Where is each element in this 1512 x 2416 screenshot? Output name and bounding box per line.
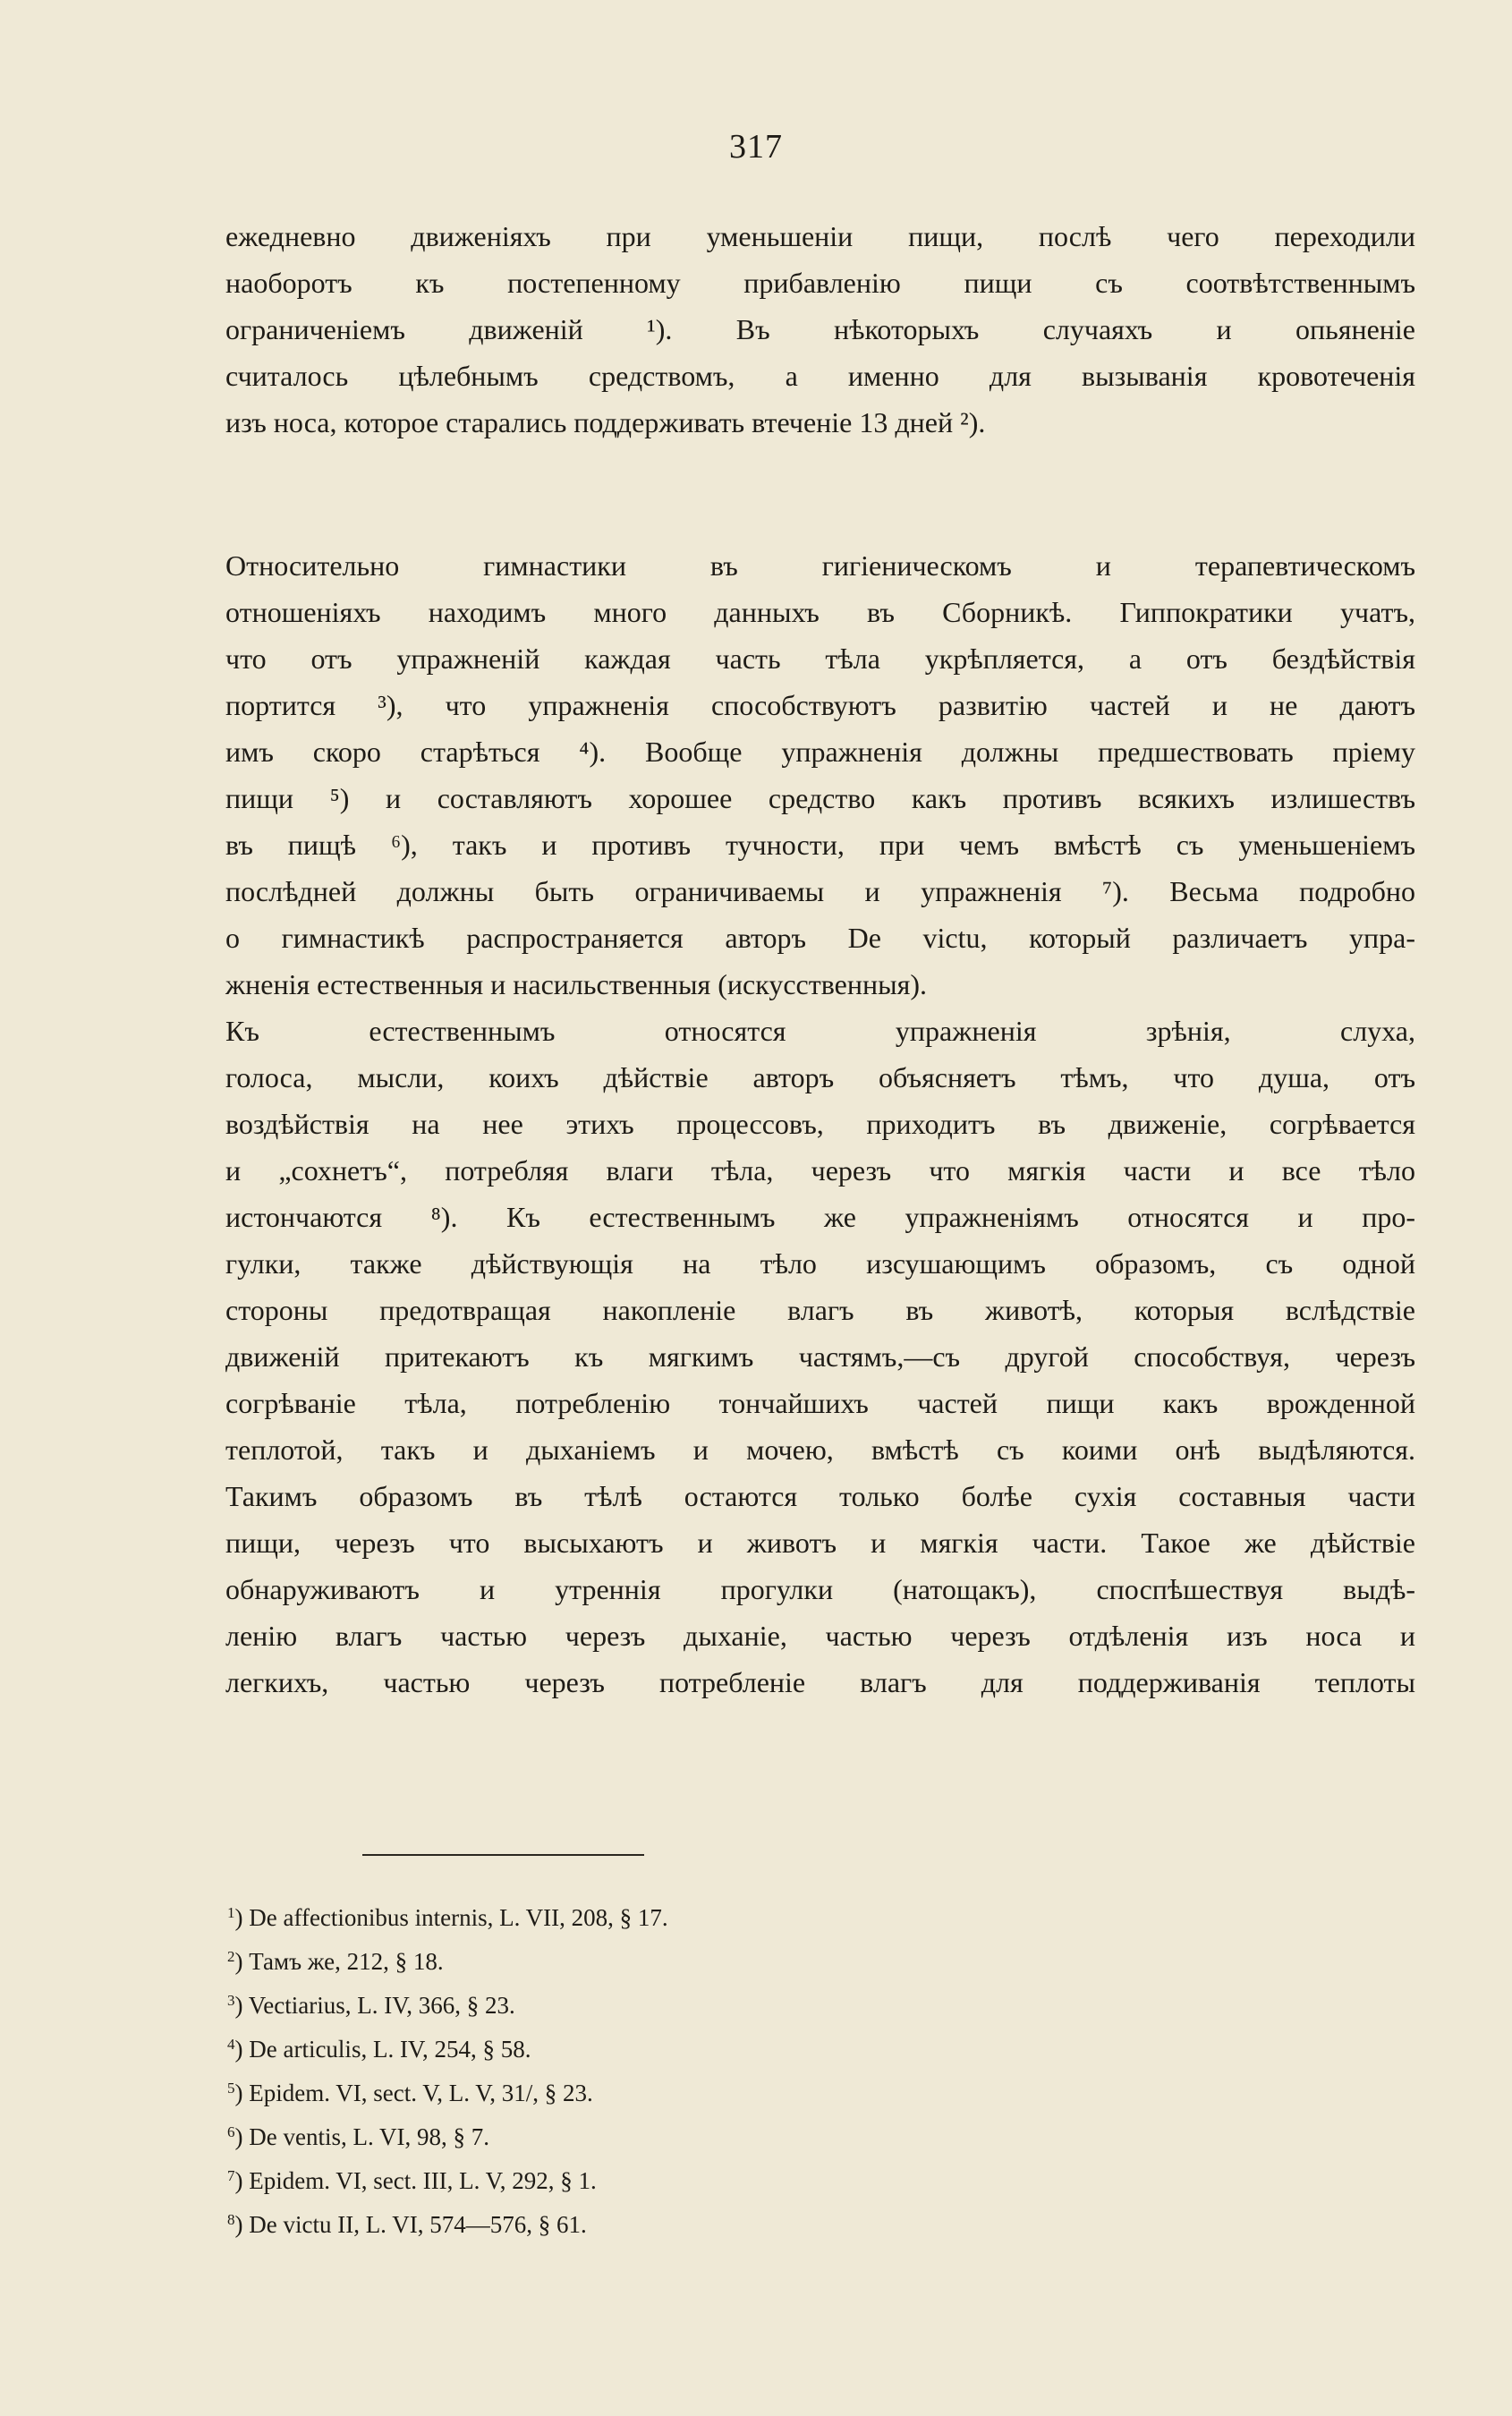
footnote-text: ) De affectionibus internis, L. VII, 208, § 17.	[234, 1904, 668, 1931]
text-line: считалось цѣлебнымъ средствомъ, а именно для вызыванія кровотеченія	[225, 360, 1415, 392]
text-line: обнаруживаютъ и утреннія прогулки (натощакъ), споспѣшествуя выдѣ-	[225, 1573, 1415, 1605]
text-line: теплотой, такъ и дыханіемъ и мочею, вмѣстѣ съ коими онѣ выдѣляются.	[225, 1433, 1415, 1466]
text-line: ограниченіемъ движеній ¹). Въ нѣкоторыхъ случаяхъ и опьяненіе	[225, 313, 1415, 345]
text-line: пищи, черезъ что высыхаютъ и животъ и мягкія части. Такое же дѣйствіе	[225, 1527, 1415, 1559]
footnote-text: ) Epidem. VI, sect. V, L. V, 31/, § 23.	[234, 2080, 593, 2106]
text-line: пищи ⁵) и составляютъ хорошее средство какъ противъ всякихъ излишествъ	[225, 782, 1415, 814]
footnote-divider	[362, 1854, 644, 1856]
footnote-mark: 3	[227, 1992, 235, 2009]
text-line: изъ носа, которое старались поддерживать втеченіе 13 дней ²).	[225, 406, 986, 438]
text-line: Къ естественнымъ относятся упражненія зрѣнія, слуха,	[225, 1015, 1415, 1047]
footnote	[227, 2069, 1122, 2113]
text-line: отношеніяхъ находимъ много данныхъ въ Сборникѣ. Гиппократики учатъ,	[225, 596, 1415, 628]
footnote-mark: 2	[227, 1948, 235, 1965]
footnote-text: ) De ventis, L. VI, 98, § 7.	[234, 2123, 489, 2150]
footnote	[227, 2113, 1122, 2157]
footnote	[227, 2157, 1122, 2200]
paragraph-1	[225, 213, 1415, 446]
text-line: портится ³), что упражненія способствуютъ развитію частей и не даютъ	[225, 689, 1415, 721]
footnote	[227, 2200, 1122, 2244]
footnote-text: ) Тамъ же, 212, § 18.	[234, 1948, 444, 1975]
text-line: послѣдней должны быть ограничиваемы и упражненія ⁷). Весьма подробно	[225, 875, 1415, 907]
text-line: Такимъ образомъ въ тѣлѣ остаются только болѣе сухія составныя части	[225, 1480, 1415, 1512]
text-line: истончаются ⁸). Къ естественнымъ же упражненіямъ относятся и про-	[225, 1201, 1415, 1233]
text-line: имъ скоро старѣться ⁴). Вообще упражненія должны предшествовать пріему	[225, 736, 1415, 768]
text-line: что отъ упражненій каждая часть тѣла укрѣпляется, а отъ бездѣйствія	[225, 642, 1415, 675]
footnote-text: ) De victu II, L. VI, 574—576, § 61.	[234, 2211, 587, 2238]
text-line: стороны предотвращая накопленіе влагъ въ животѣ, которыя вслѣдствіе	[225, 1294, 1415, 1326]
text-line: и „сохнетъ“, потребляя влаги тѣла, черезъ что мягкія части и все тѣло	[225, 1154, 1415, 1187]
page-number: 317	[729, 128, 783, 166]
text-line: движеній притекаютъ къ мягкимъ частямъ,—съ другой способствуя, черезъ	[225, 1340, 1415, 1373]
footnote-mark: 7	[227, 2167, 235, 2184]
text-line: наоборотъ къ постепенному прибавленію пищи съ соотвѣтственнымъ	[225, 267, 1415, 299]
text-line: ленію влагъ частью черезъ дыханіе, частью черезъ отдѣленія изъ носа и	[225, 1620, 1415, 1652]
footnote	[227, 1981, 1122, 2025]
footnote-text: ) Vectiarius, L. IV, 366, § 23.	[234, 1992, 515, 2019]
paragraph-2	[225, 542, 1415, 1706]
footnote-mark: 8	[227, 2211, 235, 2228]
text-line: голоса, мысли, коихъ дѣйствіе авторъ объясняетъ тѣмъ, что душа, отъ	[225, 1061, 1415, 1093]
text-line: гулки, также дѣйствующія на тѣло изсушающимъ образомъ, съ одной	[225, 1247, 1415, 1280]
text-line: воздѣйствія на нее этихъ процессовъ, приходитъ въ движеніе, согрѣвается	[225, 1108, 1415, 1140]
text-line: легкихъ, частью черезъ потребленіе влагъ для поддерживанія теплоты	[225, 1666, 1415, 1698]
footnote	[227, 2025, 1122, 2069]
footnote-mark: 1	[227, 1904, 235, 1921]
footnote-text: ) De articulis, L. IV, 254, § 58.	[234, 2036, 531, 2063]
text-line: жненія естественныя и насильственныя (искусственныя).	[225, 968, 927, 1000]
text-line: Относительно гимнастики въ гигіеническомъ и терапевтическомъ	[225, 549, 1415, 582]
footnote-mark: 4	[227, 2036, 235, 2053]
text-line: о гимнастикѣ распространяется авторъ De victu, который различаетъ упра-	[225, 922, 1415, 954]
text-line: согрѣваніе тѣла, потребленію тончайшихъ частей пищи какъ врожденной	[225, 1387, 1415, 1419]
text-line: ежедневно движеніяхъ при уменьшеніи пищи, послѣ чего переходили	[225, 220, 1415, 252]
footnote-text: ) Epidem. VI, sect. III, L. V, 292, § 1.	[234, 2167, 597, 2194]
footnote-mark: 5	[227, 2080, 235, 2097]
footnote	[227, 1893, 1122, 1937]
text-line: въ пищѣ ⁶), такъ и противъ тучности, при чемъ вмѣстѣ съ уменьшеніемъ	[225, 829, 1415, 861]
footnote	[227, 1937, 1122, 1981]
footnotes	[227, 1893, 1122, 2244]
footnote-mark: 6	[227, 2123, 235, 2140]
